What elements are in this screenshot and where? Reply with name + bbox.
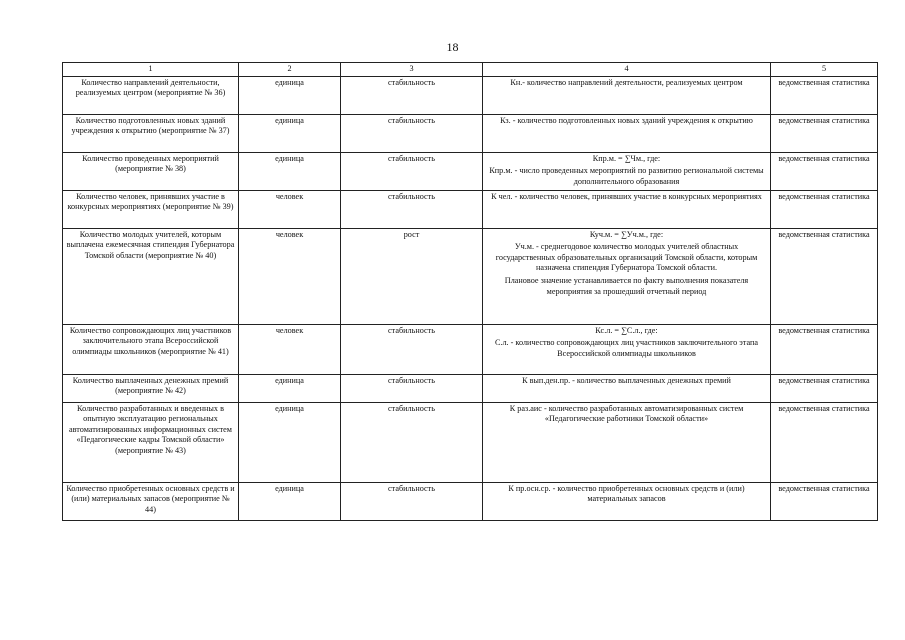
- trend-cell: стабильность: [341, 190, 483, 228]
- header-cell: 2: [239, 63, 341, 77]
- trend-cell: стабильность: [341, 114, 483, 152]
- source-cell: ведомственная статистика: [771, 402, 878, 482]
- header-cell: 4: [483, 63, 771, 77]
- indicator-name-cell: Количество подготовленных новых зданий учреждения к открытию (мероприятие № 37): [63, 114, 239, 152]
- page-number: 18: [446, 40, 459, 54]
- table-row: [63, 402, 878, 482]
- table-row: [63, 76, 878, 114]
- table-body: [63, 76, 878, 520]
- formula-text: К пр.осн.ср. - количество приобретенных основных средств и (или) материальных запасов: [508, 483, 745, 504]
- trend-cell: стабильность: [341, 402, 483, 482]
- unit-cell: человек: [239, 228, 341, 324]
- unit-cell: человек: [239, 324, 341, 374]
- unit-cell: единица: [239, 152, 341, 190]
- indicator-name-cell: Количество выплаченных денежных премий (мероприятие № 42): [63, 374, 239, 402]
- formula-description: С.л. - количество сопровождающих лиц участников заключительного этапа Всероссийской олимпиады школьников: [494, 338, 759, 358]
- unit-cell: единица: [239, 482, 341, 520]
- source-cell: ведомственная статистика: [771, 152, 878, 190]
- indicator-name-cell: Количество человек, принявших участие в конкурсных мероприятиях (мероприятие № 39): [63, 190, 239, 228]
- formula-cell: [483, 324, 771, 374]
- formula-text: Кс.л. = ∑С.л., где:: [595, 325, 658, 335]
- source-cell: ведомственная статистика: [771, 76, 878, 114]
- formula-text: Куч.м. = ∑Уч.м., где:: [589, 229, 664, 239]
- formula-cell: [483, 76, 771, 114]
- formula-cell: [483, 402, 771, 482]
- source-cell: ведомственная статистика: [771, 324, 878, 374]
- formula-note: Плановое значение устанавливается по факту выполнения показателя мероприятия за прошедший отчетный период: [504, 275, 749, 296]
- unit-cell: человек: [239, 190, 341, 228]
- formula-cell: [483, 152, 771, 190]
- indicator-name-cell: Количество приобретенных основных средств и (или) материальных запасов (мероприятие № 44): [63, 482, 239, 520]
- trend-cell: стабильность: [341, 482, 483, 520]
- formula-text: К чел. - количество человек, принявших участие в конкурсных мероприятиях: [491, 191, 762, 201]
- trend-cell: стабильность: [341, 76, 483, 114]
- source-cell: ведомственная статистика: [771, 482, 878, 520]
- trend-cell: стабильность: [341, 324, 483, 374]
- formula-cell: [483, 374, 771, 402]
- header-row: [63, 63, 878, 77]
- source-cell: ведомственная статистика: [771, 114, 878, 152]
- table-row: [63, 114, 878, 152]
- indicator-name-cell: Количество сопровождающих лиц участников заключительного этапа Всероссийской олимпиады школьников (мероприятие № 41): [63, 324, 239, 374]
- formula-cell: [483, 114, 771, 152]
- formula-text: К вып.ден.пр. - количество выплаченных денежных премий: [522, 375, 731, 385]
- formula-text: Кпр.м. = ∑Чм., где:: [592, 153, 661, 163]
- header-cell: 3: [341, 63, 483, 77]
- table-row: [63, 152, 878, 190]
- indicator-name-cell: Количество проведенных мероприятий (мероприятие № 38): [63, 152, 239, 190]
- source-cell: ведомственная статистика: [771, 190, 878, 228]
- unit-cell: единица: [239, 374, 341, 402]
- formula-text: Кн.- количество направлений деятельности, реализуемых центром: [510, 77, 743, 87]
- source-cell: ведомственная статистика: [771, 374, 878, 402]
- formula-cell: [483, 228, 771, 324]
- table-row: [63, 374, 878, 402]
- formula-description: Уч.м. - среднегодовое количество молодых учителей областных государственных образовательных организаций Томской области, которым назначена стипендия Губернатора Томской области.: [495, 242, 758, 273]
- header-cell: 5: [771, 63, 878, 77]
- indicator-name-cell: Количество направлений деятельности, реализуемых центром (мероприятие № 36): [63, 76, 239, 114]
- indicators-table: [62, 62, 878, 521]
- trend-cell: стабильность: [341, 374, 483, 402]
- unit-cell: единица: [239, 402, 341, 482]
- header-cell: 1: [63, 63, 239, 77]
- formula-text: Кз. - количество подготовленных новых зданий учреждения к открытию: [500, 115, 753, 125]
- unit-cell: единица: [239, 76, 341, 114]
- table-row: [63, 324, 878, 374]
- source-cell: ведомственная статистика: [771, 228, 878, 324]
- formula-cell: [483, 190, 771, 228]
- formula-description: Кпр.м. - число проведенных мероприятий по развитию региональной системы дополнительного образования: [489, 166, 764, 186]
- table-row: [63, 228, 878, 324]
- indicator-name-cell: Количество молодых учителей, которым выплачена ежемесячная стипендия Губернатора Томской области (мероприятие № 40): [63, 228, 239, 324]
- formula-text: К раз.аис - количество разработанных автоматизированных систем «Педагогические работники Томской области»: [509, 403, 744, 424]
- trend-cell: рост: [341, 228, 483, 324]
- indicator-name-cell: Количество разработанных и введенных в опытную эксплуатацию региональных автоматизированных информационных систем «Педагогические кадры Томской области» (мероприятие № 43): [63, 402, 239, 482]
- table-row: [63, 190, 878, 228]
- unit-cell: единица: [239, 114, 341, 152]
- formula-cell: [483, 482, 771, 520]
- table-row: [63, 482, 878, 520]
- trend-cell: стабильность: [341, 152, 483, 190]
